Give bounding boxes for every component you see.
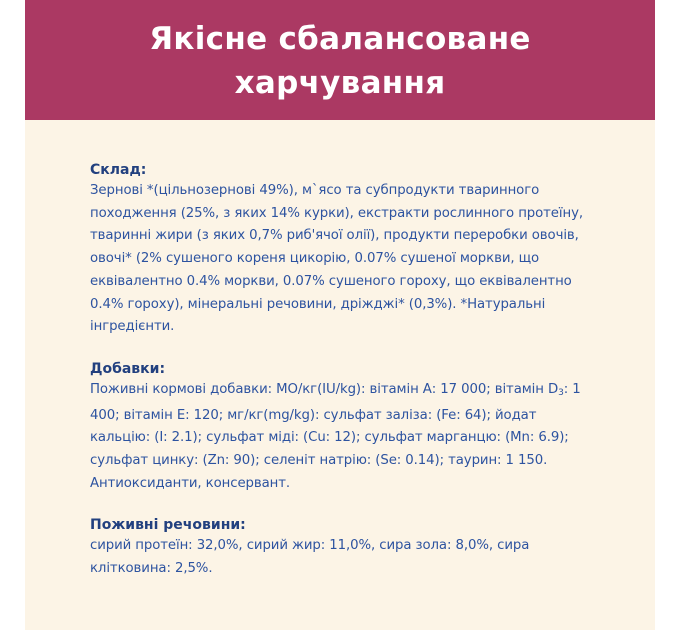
section-body-nutrients: сирий протеїн: 32,0%, сирий жир: 11,0%, сира зола: 8,0%, сира клітковина: 2,5%. [90,538,530,577]
vitamin-d-subscript: 3 [558,387,564,398]
section-additives [90,359,590,496]
section-heading-nutrients: Поживні речовини: [90,517,246,534]
title-line-1: Якісне сбалансоване [149,21,531,57]
section-composition [90,160,590,339]
content-area [90,160,590,601]
section-heading-composition: Склад: [90,162,147,178]
additives-text-part-2: : 1 400; вітамін Е: 120; мг/кг(mg/kg): сульфат заліза: (Fe: 64); йодат кальцію: (I: 2.1); сульфат міді: (Cu: 12); сульфат марганцю: (Mn: 6.9); сульфат цинку: (Zn: 90); селеніт натрію: (Se: 0.14); таурин: 1 150. Антиоксиданти, консервант. [90,381,581,491]
page-title [130,15,550,105]
header-banner [25,0,655,120]
section-nutrients [90,515,590,580]
section-heading-additives: Добавки: [90,360,166,377]
section-body-additives [90,379,590,496]
info-panel [25,0,655,630]
additives-text-part-1: Поживні кормові добавки: МО/кг(IU/kg): вітамін А: 17 000; вітамін D [90,381,559,397]
section-body-composition: Зернові *(цільнозернові 49%), м`ясо та субпродукти тваринного походження (25%, з яких 14% курки), екстракти рослинного протеїну, тваринні жири (з яких 0,7% риб'ячої олії), продукти переробки овочів, овочі* (2% сушеного кореня цикорію, 0.07% сушеної моркви, що еквівалентно 0.4% моркви, 0.07% сушеного гороху, що еквівалентно 0.4% гороху), мінеральні речовини, дріжджі* (0,3%). *Натуральні інгредієнти. [90,183,583,335]
title-line-2: харчування [234,65,446,101]
